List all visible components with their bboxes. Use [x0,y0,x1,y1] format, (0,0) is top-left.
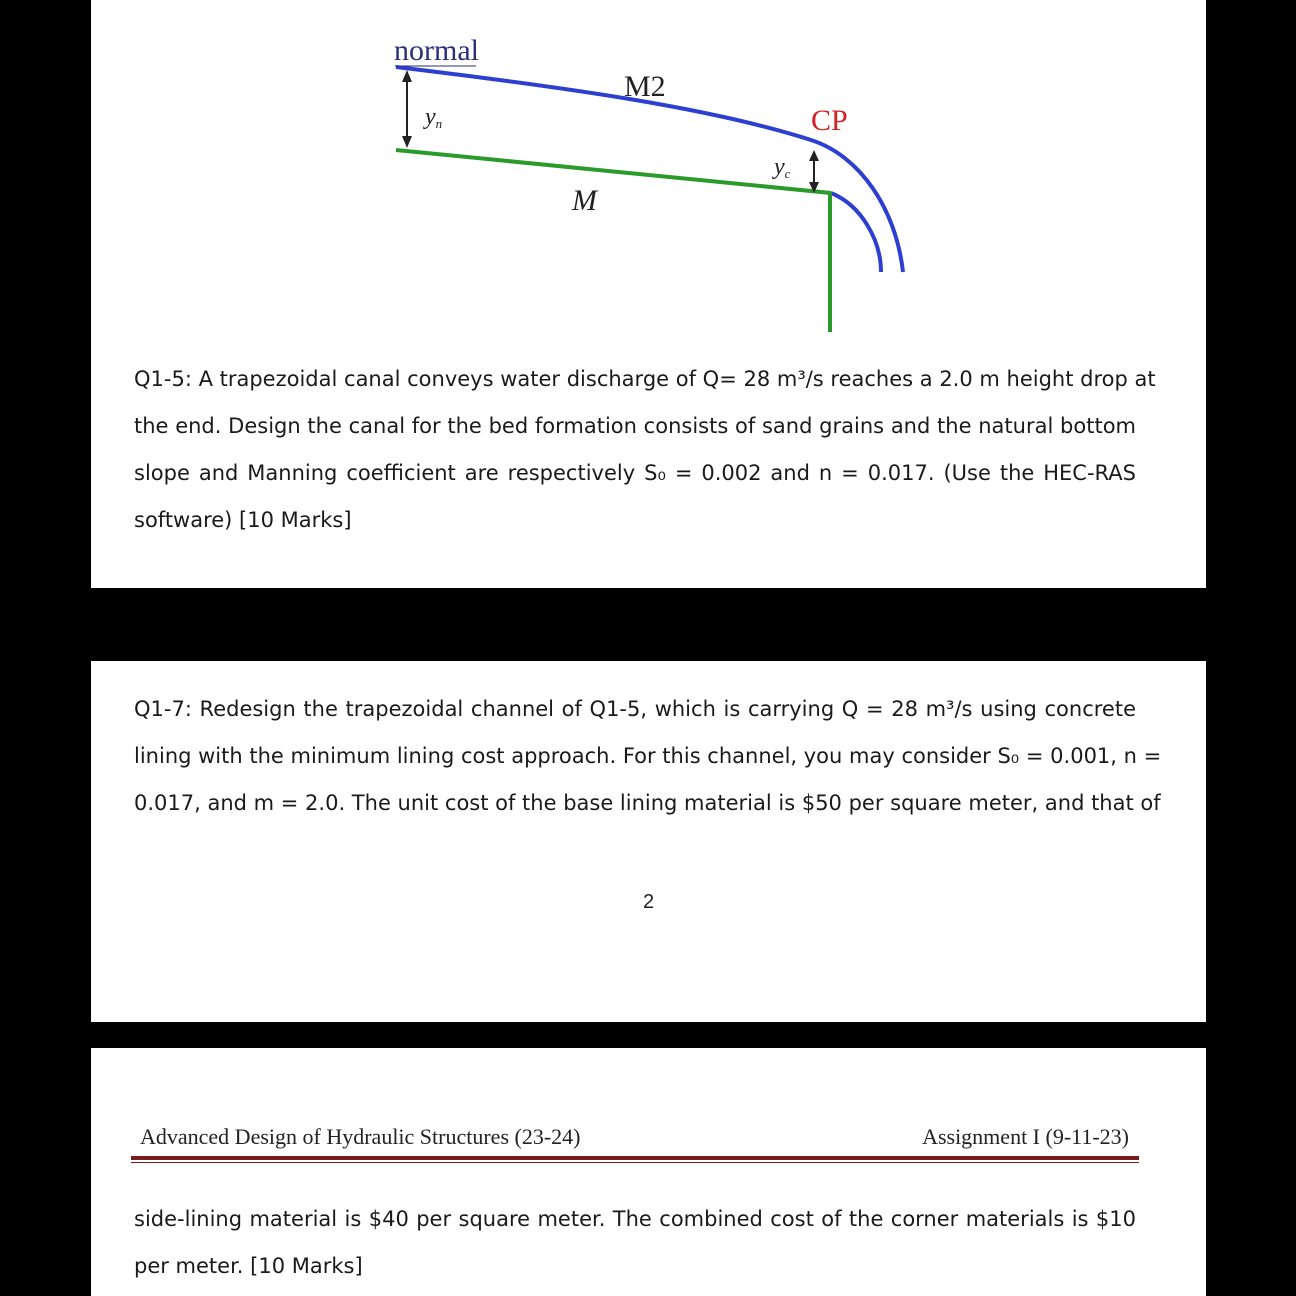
label-cp: CP [811,104,848,137]
page-middle-panel [91,661,1206,1022]
page-top-panel [91,0,1206,588]
continuation-paragraph [134,1196,1136,1290]
label-m: M [572,184,597,217]
q1-5-paragraph [134,356,1156,544]
flow-profile-diagram [91,0,1206,345]
yc-arrow-head-up [809,150,819,161]
q1-7-line: Q1-7: Redesign the trapezoidal channel of Q1-5, which is carrying Q = 28 m³/s using concrete [134,697,1136,721]
continuation-line: side-lining material is $40 per square meter. The combined cost of the corner materials is $10 [134,1207,1136,1231]
continuation-line: per meter. [10 Marks] [134,1254,363,1278]
label-yc: yc [774,154,791,181]
label-yn: yn [425,104,443,131]
header-assignment: Assignment I (9-11-23) [922,1124,1129,1149]
page-bottom-panel [91,1048,1206,1296]
label-m2: M2 [624,70,666,103]
q1-7-paragraph [134,686,1162,827]
header-course-title: Advanced Design of Hydraulic Structures (23-24) [140,1124,581,1149]
header-rule-thin [131,1162,1139,1163]
q1-5-line: slope and Manning coefficient are respectively S₀ = 0.002 and n = 0.017. (Use the HEC-RAS [134,461,1136,485]
page-number: 2 [642,891,655,913]
q1-7-line: lining with the minimum lining cost approach. For this channel, you may consider S₀ = 0.001, n = [134,744,1162,768]
q1-5-line: Q1-5: A trapezoidal canal conveys water discharge of Q= 28 m³/s reaches a 2.0 m height drop at [134,367,1156,391]
q1-5-line: software) [10 Marks] [134,508,352,532]
label-normal: normal [394,34,479,67]
header-rule-thick [131,1156,1139,1160]
q1-7-line: 0.017, and m = 2.0. The unit cost of the base lining material is $50 per square meter, and that of [134,791,1161,815]
nappe-lower-curve [831,193,881,272]
q1-5-line: the end. Design the canal for the bed formation consists of sand grains and the natural bottom [134,414,1136,438]
yn-arrow-head-down [402,136,412,148]
channel-bed-line [396,150,831,193]
yn-arrow-head-up [402,70,412,82]
